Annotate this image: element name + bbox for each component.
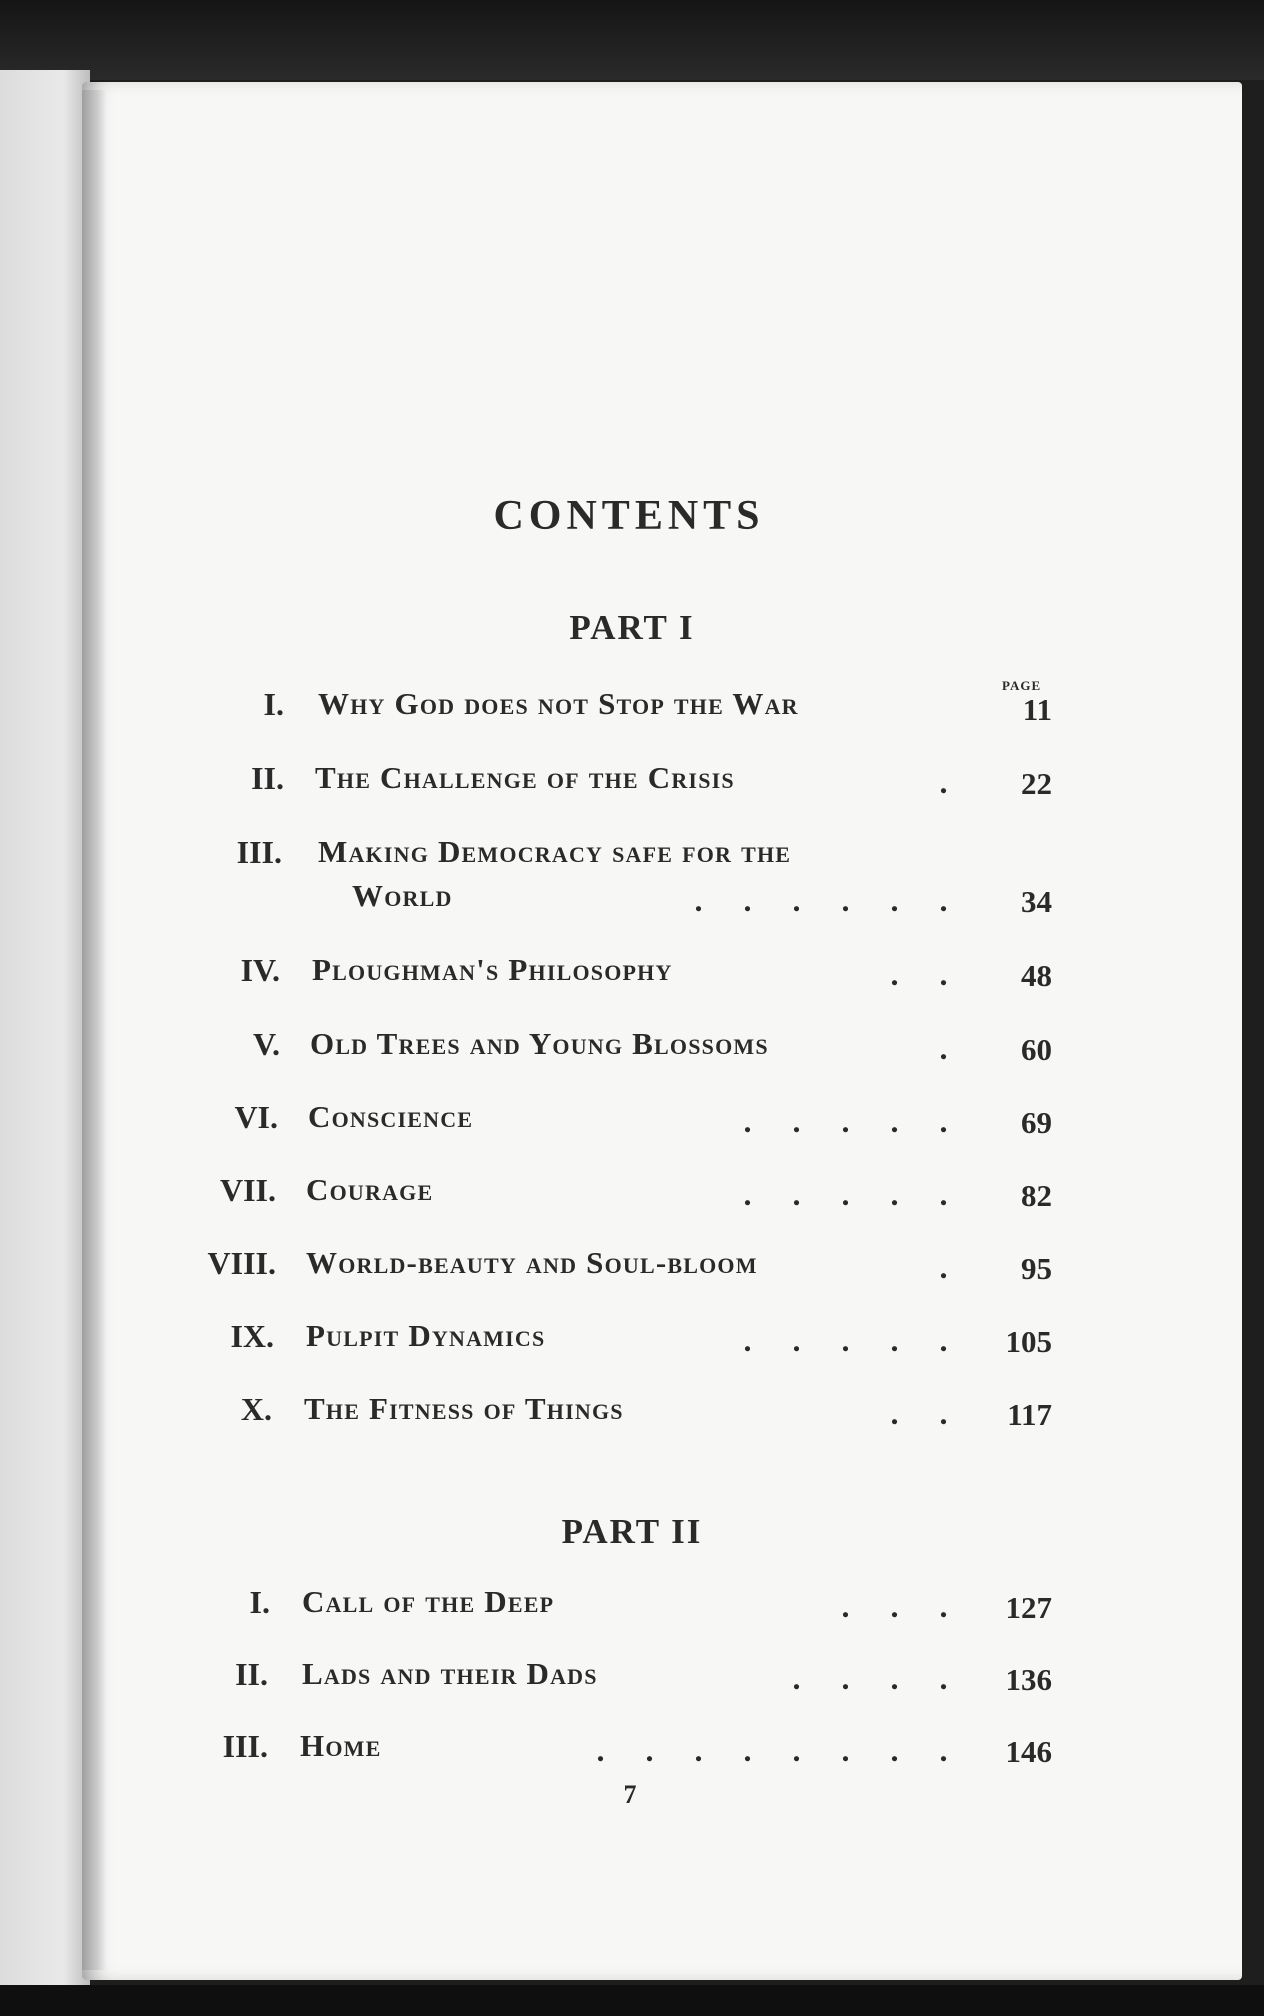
page-column-label: PAGE bbox=[1002, 678, 1042, 693]
dot-leader: . . . . . bbox=[743, 1103, 948, 1139]
entry-title-continuation: World bbox=[352, 878, 453, 913]
entry-number: II. bbox=[251, 760, 284, 796]
dot-leader: . bbox=[939, 1030, 948, 1066]
entry-title: Courage bbox=[306, 1172, 434, 1207]
entry-number: VII. bbox=[219, 1172, 276, 1208]
scan-background-bottom bbox=[0, 1985, 1264, 2016]
entry-title: Why God does not Stop the War bbox=[318, 686, 799, 721]
toc-entry bbox=[0, 1099, 1264, 1143]
entry-page: 69 bbox=[1021, 1105, 1052, 1140]
toc-entry bbox=[0, 686, 1264, 730]
entry-page: 60 bbox=[1021, 1032, 1052, 1067]
toc-entry bbox=[0, 1026, 1264, 1070]
dot-leader: . . bbox=[890, 1395, 948, 1431]
entry-title: Conscience bbox=[308, 1099, 474, 1134]
toc-entry bbox=[0, 1245, 1264, 1289]
entry-number: II. bbox=[235, 1656, 268, 1692]
dot-leader: . . bbox=[890, 956, 948, 992]
toc-entry bbox=[0, 1584, 1264, 1628]
entry-page: 82 bbox=[1021, 1178, 1052, 1213]
entry-title: The Fitness of Things bbox=[304, 1391, 624, 1426]
part-heading-2: PART II bbox=[561, 1512, 703, 1551]
dot-leader: . . . . . bbox=[743, 1322, 948, 1358]
entry-number: V. bbox=[253, 1026, 280, 1062]
toc-entry bbox=[0, 1728, 1264, 1772]
toc-entry bbox=[0, 760, 1264, 804]
toc-entry bbox=[0, 1391, 1264, 1435]
entry-page: 34 bbox=[1021, 884, 1052, 919]
dot-leader: . . . . bbox=[792, 1660, 948, 1696]
entry-page: 11 bbox=[1022, 692, 1052, 727]
entry-number: X. bbox=[240, 1391, 272, 1427]
entry-title: Home bbox=[300, 1728, 382, 1763]
entry-title: Lads and their Dads bbox=[302, 1656, 598, 1691]
entry-number: IX. bbox=[230, 1318, 274, 1354]
entry-number: VI. bbox=[234, 1099, 278, 1135]
dot-leader: . . . bbox=[841, 1588, 948, 1624]
dot-leader: . . . . . . bbox=[694, 882, 948, 918]
entry-page: 105 bbox=[1005, 1324, 1052, 1359]
toc-entry bbox=[0, 952, 1264, 996]
entry-number: III. bbox=[222, 1728, 268, 1764]
entry-title: World-beauty and Soul-bloom bbox=[306, 1245, 758, 1280]
entry-title: Call of the Deep bbox=[302, 1584, 555, 1619]
entry-title: Making Democracy safe for the bbox=[318, 834, 792, 869]
part-heading-1: PART I bbox=[569, 608, 695, 647]
entry-title: Pulpit Dynamics bbox=[306, 1318, 546, 1353]
entry-number: I. bbox=[263, 686, 284, 722]
entry-number: I. bbox=[249, 1584, 270, 1620]
toc-entry bbox=[0, 834, 1264, 878]
toc-entry-continuation bbox=[0, 878, 1264, 922]
entry-page: 146 bbox=[1005, 1734, 1052, 1769]
entry-number: VIII. bbox=[207, 1245, 276, 1281]
entry-page: 127 bbox=[1005, 1590, 1052, 1625]
toc-entry bbox=[0, 1172, 1264, 1216]
toc-entry bbox=[0, 1656, 1264, 1700]
scan-background-top bbox=[0, 0, 1264, 80]
entry-page: 136 bbox=[1005, 1662, 1052, 1697]
entry-page: 117 bbox=[1007, 1397, 1052, 1432]
page-number: 7 bbox=[623, 1780, 637, 1809]
entry-title: Old Trees and Young Blossoms bbox=[310, 1026, 769, 1061]
dot-leader: . . . . . . . . bbox=[596, 1732, 948, 1768]
entry-number: III. bbox=[236, 834, 282, 870]
page-title: CONTENTS bbox=[493, 493, 765, 539]
toc-entry bbox=[0, 1318, 1264, 1362]
entry-page: 48 bbox=[1021, 958, 1052, 993]
entry-number: IV. bbox=[240, 952, 280, 988]
entry-page: 95 bbox=[1021, 1251, 1052, 1286]
entry-title: The Challenge of the Crisis bbox=[315, 760, 735, 795]
entry-title: Ploughman's Philosophy bbox=[312, 952, 673, 987]
dot-leader: . . . . . bbox=[743, 1176, 948, 1212]
entry-page: 22 bbox=[1021, 766, 1052, 801]
dot-leader: . bbox=[939, 764, 948, 800]
dot-leader: . bbox=[939, 1249, 948, 1285]
